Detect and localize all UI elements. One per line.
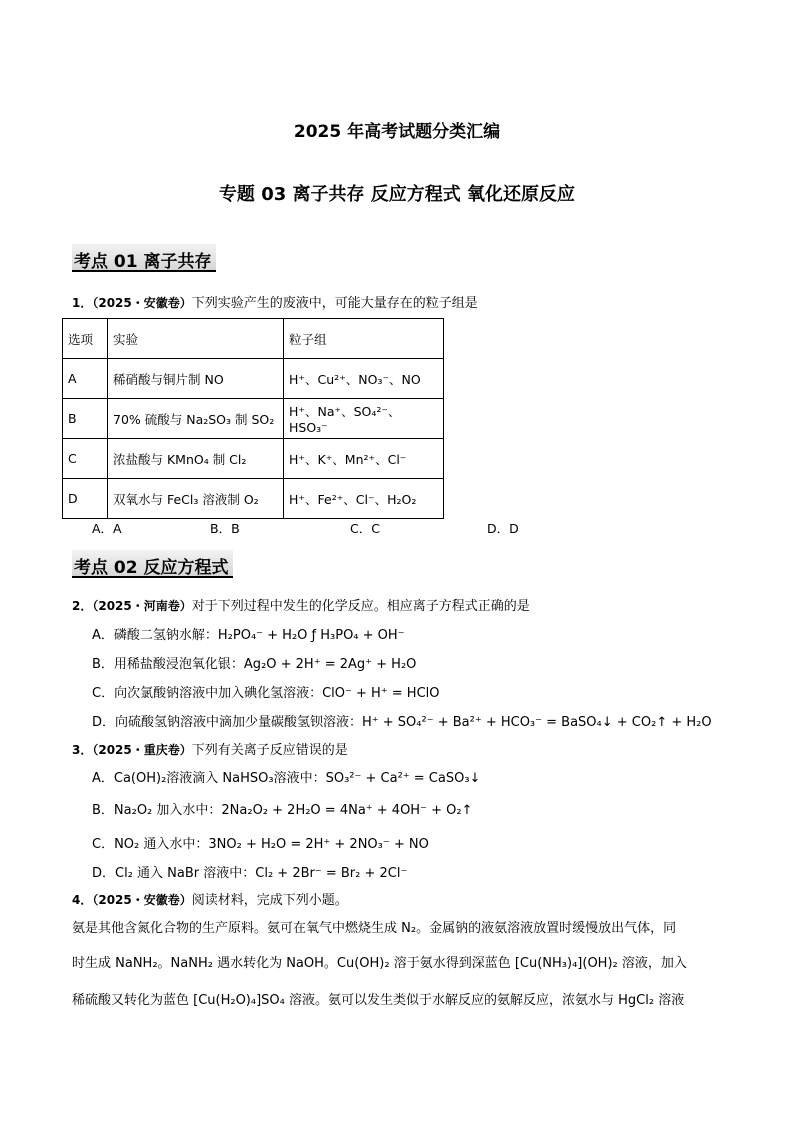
question-text: 下列实验产生的废液中，可能大量存在的粒子组是 xyxy=(191,296,478,311)
option-b[interactable]: B．B xyxy=(210,521,240,536)
option-c[interactable]: C．向次氯酸钠溶液中加入碘化氢溶液：ClO⁻ + H⁺ = HClO xyxy=(92,686,440,701)
table-cell: 70% 硫酸与 Na₂SO₃ 制 SO₂ xyxy=(108,399,284,439)
question-text: 下列有关离子反应错误的是 xyxy=(191,743,348,758)
question-1-stem xyxy=(72,292,478,311)
option-a[interactable]: A．Ca(OH)₂溶液滴入 NaHSO₃溶液中：SO₃²⁻ + Ca²⁺ = CaSO₃↓ xyxy=(92,771,481,786)
table-header-cell: 粒子组 xyxy=(284,319,444,359)
option-a[interactable]: A．A xyxy=(92,521,122,536)
question-text: 阅读材料，完成下列小题。 xyxy=(191,893,348,908)
section-heading-ion-coexistence: 考点 01 离子共存 xyxy=(72,244,216,272)
question-number: 4． xyxy=(72,893,93,907)
topic-subtitle: 专题 03 离子共存 反应方程式 氧化还原反应 xyxy=(218,184,576,205)
passage-line: 稀硫酸又转化为蓝色 [Cu(H₂O)₄]SO₄ 溶液。氨可以发生类似于水解反应的氨解反应，浓氨水与 HgCl₂ 溶液 xyxy=(72,993,685,1008)
table-row xyxy=(63,479,444,519)
question-1-table xyxy=(62,318,444,519)
table-cell: C xyxy=(63,439,108,479)
table-cell: A xyxy=(63,359,108,399)
table-cell: 双氧水与 FeCl₃ 溶液制 O₂ xyxy=(108,479,284,519)
table-cell: H⁺、Na⁺、SO₄²⁻、HSO₃⁻ xyxy=(284,399,444,439)
question-number: 3． xyxy=(72,743,93,757)
question-source: （2025・安徽卷） xyxy=(92,893,192,907)
table-row xyxy=(63,359,444,399)
question-4-stem xyxy=(72,889,348,908)
table-row xyxy=(63,399,444,439)
table-cell: H⁺、K⁺、Mn²⁺、Cl⁻ xyxy=(284,439,444,479)
option-d[interactable]: D．Cl₂ 通入 NaBr 溶液中：Cl₂ + 2Br⁻ = Br₂ + 2Cl⁻ xyxy=(92,866,408,881)
option-c[interactable]: C．NO₂ 通入水中：3NO₂ + H₂O = 2H⁺ + 2NO₃⁻ + NO xyxy=(92,837,429,852)
option-c[interactable]: C．C xyxy=(350,521,380,536)
section-heading-reaction-equations: 考点 02 反应方程式 xyxy=(72,550,233,578)
table-cell: H⁺、Fe²⁺、Cl⁻、H₂O₂ xyxy=(284,479,444,519)
passage-line: 氨是其他含氮化合物的生产原料。氨可在氧气中燃烧生成 N₂。金属钠的液氨溶液放置时缓慢放出气体，同 xyxy=(72,921,677,936)
question-3-stem xyxy=(72,739,348,758)
document-title: 2025 年高考试题分类汇编 xyxy=(293,122,501,142)
option-a[interactable]: A．磷酸二氢钠水解：H₂PO₄⁻ + H₂O ƒ H₃PO₄ + OH⁻ xyxy=(92,628,405,643)
option-d[interactable]: D．D xyxy=(487,521,519,536)
question-source: （2025・重庆卷） xyxy=(92,743,192,757)
table-header-row xyxy=(63,319,444,359)
option-d[interactable]: D．向硫酸氢钠溶液中滴加少量碳酸氢钡溶液：H⁺ + SO₄²⁻ + Ba²⁺ + HCO₃⁻ = BaSO₄↓ + CO₂↑ + H₂O xyxy=(92,715,712,730)
table-header-cell: 实验 xyxy=(108,319,284,359)
option-b[interactable]: B．Na₂O₂ 加入水中：2Na₂O₂ + 2H₂O = 4Na⁺ + 4OH⁻ + O₂↑ xyxy=(92,803,473,818)
question-source: （2025・河南卷） xyxy=(92,599,192,613)
table-header-cell: 选项 xyxy=(63,319,108,359)
question-source: （2025・安徽卷） xyxy=(92,296,192,310)
table-cell: B xyxy=(63,399,108,439)
passage-line: 时生成 NaNH₂。NaNH₂ 遇水转化为 NaOH。Cu(OH)₂ 溶于氨水得到深蓝色 [Cu(NH₃)₄](OH)₂ 溶液，加入 xyxy=(72,956,687,971)
table-cell: D xyxy=(63,479,108,519)
table-cell: H⁺、Cu²⁺、NO₃⁻、NO xyxy=(284,359,444,399)
table-row xyxy=(63,439,444,479)
question-text: 对于下列过程中发生的化学反应。相应离子方程式正确的是 xyxy=(191,599,530,614)
option-b[interactable]: B．用稀盐酸浸泡氧化银：Ag₂O + 2H⁺ = 2Ag⁺ + H₂O xyxy=(92,657,417,672)
question-number: 2． xyxy=(72,599,93,613)
question-number: 1． xyxy=(72,296,93,310)
table-cell: 稀硝酸与铜片制 NO xyxy=(108,359,284,399)
question-2-stem xyxy=(72,595,530,614)
table-cell: 浓盐酸与 KMnO₄ 制 Cl₂ xyxy=(108,439,284,479)
